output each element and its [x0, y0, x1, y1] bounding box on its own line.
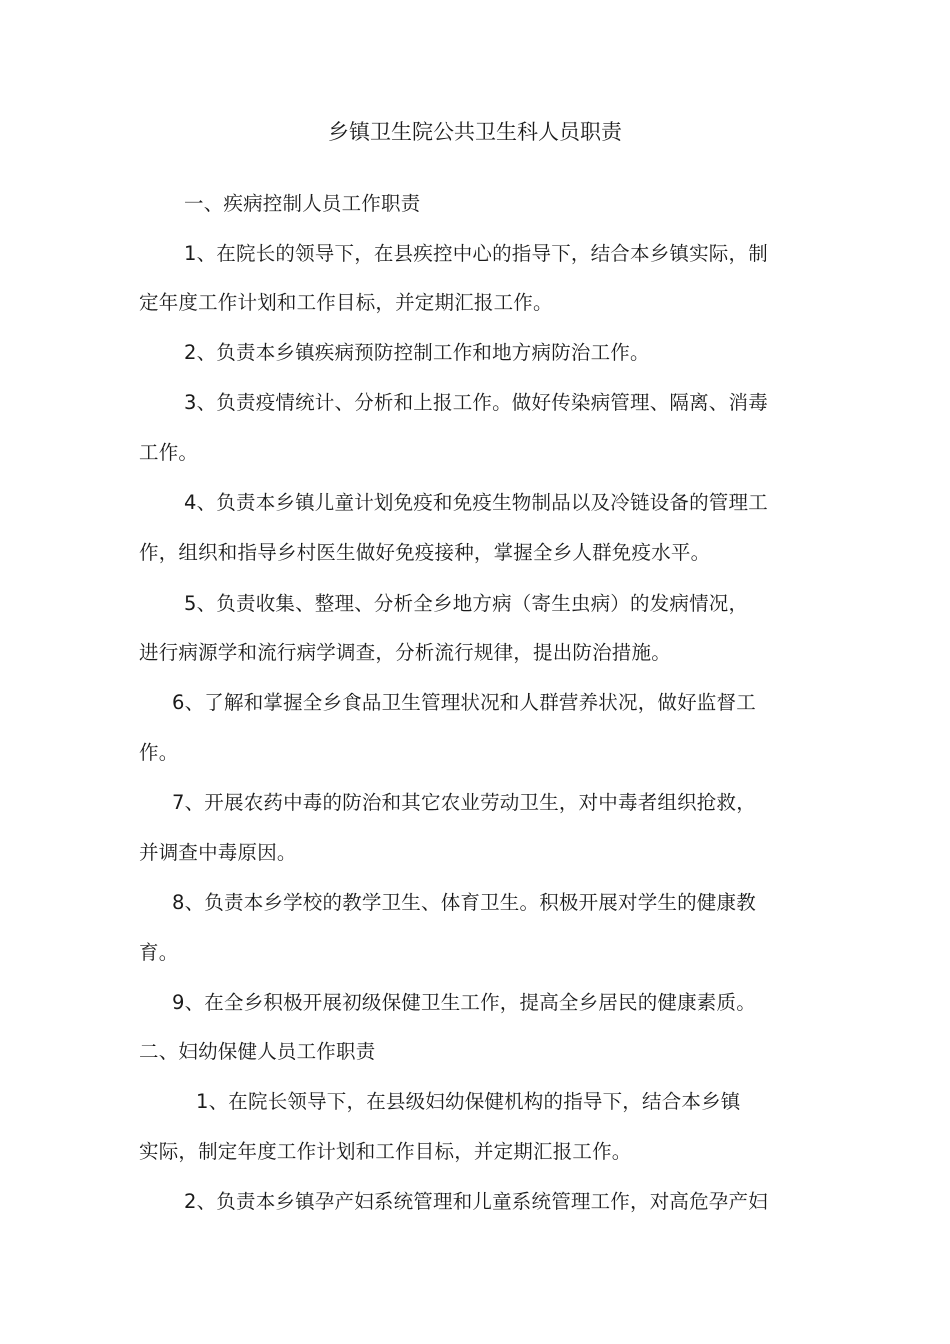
paragraph-line: 7、开展农药中毒的防治和其它农业劳动卫生，对中毒者组织抢救，	[172, 791, 756, 814]
paragraph-line: 工作。	[139, 441, 199, 464]
paragraph-line: 育。	[139, 941, 179, 964]
document-title: 乡镇卫生院公共卫生科人员职责	[328, 120, 622, 144]
section-heading-disease-control: 一、疾病控制人员工作职责	[184, 192, 421, 215]
paragraph-line: 9、在全乡积极开展初级保健卫生工作，提高全乡居民的健康素质。	[172, 991, 756, 1014]
paragraph-line: 4、负责本乡镇儿童计划免疫和免疫生物制品以及冷链设备的管理工	[184, 491, 768, 514]
paragraph-line: 2、负责本乡镇孕产妇系统管理和儿童系统管理工作，对高危孕产妇	[184, 1190, 768, 1213]
paragraph-line: 并调查中毒原因。	[139, 841, 297, 864]
paragraph-line: 作，组织和指导乡村医生做好免疫接种，掌握全乡人群免疫水平。	[139, 541, 711, 564]
paragraph-line: 进行病源学和流行病学调查，分析流行规律，提出防治措施。	[139, 641, 671, 664]
paragraph-line: 定年度工作计划和工作目标，并定期汇报工作。	[139, 291, 553, 314]
paragraph-line: 实际，制定年度工作计划和工作目标，并定期汇报工作。	[139, 1140, 632, 1163]
section-heading-maternal-child-health: 二、妇幼保健人员工作职责	[139, 1040, 376, 1063]
paragraph-line: 8、负责本乡学校的教学卫生、体育卫生。积极开展对学生的健康教	[172, 891, 756, 914]
paragraph-line: 5、负责收集、整理、分析全乡地方病（寄生虫病）的发病情况，	[184, 592, 749, 615]
paragraph-line: 作。	[139, 741, 179, 764]
paragraph-line: 1、在院长领导下，在县级妇幼保健机构的指导下，结合本乡镇	[196, 1090, 741, 1113]
paragraph-line: 2、负责本乡镇疾病预防控制工作和地方病防治工作。	[184, 341, 650, 364]
paragraph-line: 1、在院长的领导下，在县疾控中心的指导下，结合本乡镇实际，制	[184, 242, 768, 265]
paragraph-line: 3、负责疫情统计、分析和上报工作。做好传染病管理、隔离、消毒	[184, 391, 768, 414]
paragraph-line: 6、了解和掌握全乡食品卫生管理状况和人群营养状况，做好监督工	[172, 691, 756, 714]
